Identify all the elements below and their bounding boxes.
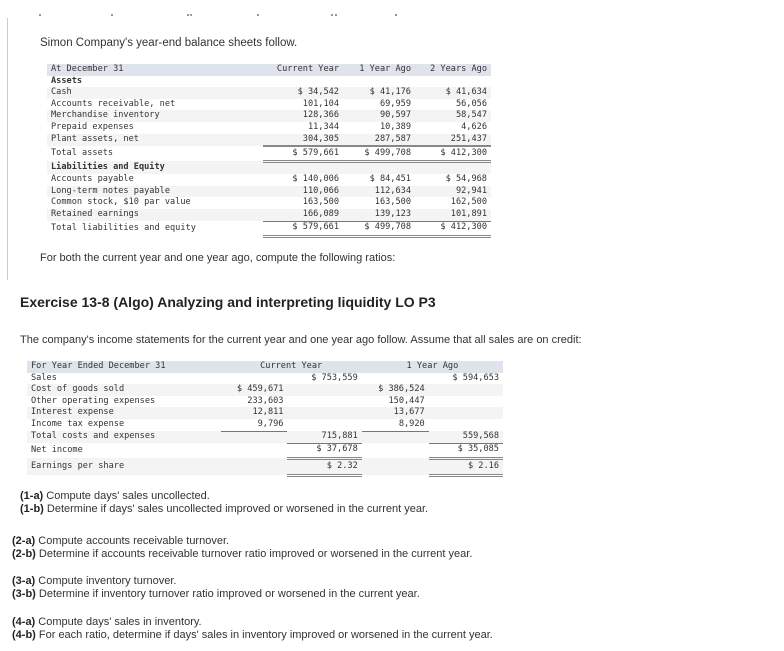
sales-row — [27, 373, 503, 385]
row-label: Long-term notes payable — [47, 186, 263, 198]
balance-sheet-intro: Simon Company's year-end balance sheets follow. — [40, 37, 298, 49]
table-row — [27, 407, 503, 419]
row-label: Net income — [31, 444, 83, 455]
eps-current: $ 2.32 — [287, 458, 361, 475]
cell-2-years-ago: 58,547 — [415, 110, 491, 122]
eps-1-year: $ 2.16 — [429, 458, 503, 475]
table-row — [27, 384, 503, 396]
cell-1-year-ago: $ 386,524 — [362, 384, 429, 396]
exercise-title: Exercise 13-8 (Algo) Analyzing and interpreting liquidity LO P3 — [20, 294, 436, 310]
question-tag: (3-b) — [12, 588, 36, 600]
question-2a — [12, 535, 229, 549]
question-text: Determine if days' sales uncollected improved or worsened in the current year. — [43, 503, 429, 515]
question-tag: (2-a) — [12, 535, 36, 547]
cell-1-year-ago: 139,123 — [343, 209, 415, 221]
cell-2-years-ago: 162,500 — [450, 197, 487, 208]
cell-current-year: 304,305 — [263, 134, 343, 147]
cell-1-year-ago: 10,389 — [379, 121, 411, 132]
net-income-row — [27, 443, 503, 458]
cell-current-year: 12,811 — [221, 407, 288, 419]
section-row — [47, 161, 491, 174]
table-row — [47, 87, 491, 99]
table-row — [47, 110, 491, 122]
cell-2-years-ago: 92,941 — [415, 186, 491, 198]
cell-2-years-ago: 56,056 — [455, 98, 487, 109]
total-assets-2-years: $ 412,300 — [415, 146, 491, 161]
cell-1-year-ago: 90,597 — [343, 110, 415, 122]
total-assets-label: Total assets — [51, 147, 114, 158]
question-3b — [12, 588, 420, 602]
table-row — [47, 122, 491, 134]
question-4a — [12, 616, 202, 630]
cell-current-year: 233,603 — [247, 395, 284, 406]
question-tag: (3-a) — [12, 575, 36, 587]
cell-current-year: $ 34,542 — [263, 87, 343, 99]
table-row — [47, 197, 491, 209]
total-costs-current: 715,881 — [287, 431, 361, 443]
table-row — [27, 396, 503, 408]
row-label: Accounts payable — [51, 174, 134, 185]
total-row — [47, 221, 491, 236]
row-label: Accounts receivable, net — [51, 98, 176, 109]
sales-1-year-ago: $ 594,653 — [452, 372, 499, 383]
row-label: Cost of goods sold — [27, 384, 221, 396]
header-current-year: Current Year — [263, 64, 343, 76]
row-label: Interest expense — [27, 407, 221, 419]
table-header-row — [27, 361, 503, 373]
question-tag: (2-b) — [12, 548, 36, 560]
question-1a — [20, 490, 210, 504]
cell-current-year: 11,344 — [307, 121, 339, 132]
cell-current-year: 128,366 — [263, 110, 343, 122]
cell-current-year: 163,500 — [302, 197, 339, 208]
cell-2-years-ago: $ 54,968 — [445, 174, 487, 185]
total-liab-current: $ 579,661 — [263, 221, 343, 236]
total-liabilities-label: Total liabilities and equity — [51, 222, 196, 233]
cell-current-year: $ 459,671 — [221, 384, 288, 396]
liabilities-heading: Liabilities and Equity — [47, 161, 263, 174]
cell-current-year: 9,796 — [221, 419, 288, 431]
cell-1-year-ago: 69,959 — [379, 98, 411, 109]
question-1b — [20, 503, 428, 517]
net-income-1-year: $ 35,085 — [429, 443, 503, 458]
table-row — [47, 134, 491, 147]
table-row — [47, 209, 491, 221]
ratios-prompt: For both the current year and one year ago, compute the following ratios: — [40, 252, 396, 264]
cell-1-year-ago: 150,447 — [388, 395, 425, 406]
clipped-text-remnant — [35, 14, 405, 20]
question-text: Compute days' sales in inventory. — [35, 616, 202, 628]
row-label: Merchandise inventory — [47, 110, 263, 122]
question-text: For each ratio, determine if days' sales in inventory improved or worsened in the current year. — [35, 629, 493, 641]
cell-2-years-ago: 4,626 — [461, 121, 487, 132]
question-text: Determine if accounts receivable turnover ratio improved or worsened in the current year. — [35, 548, 473, 560]
row-label: Retained earnings — [47, 209, 263, 221]
cell-1-year-ago: 112,634 — [343, 186, 415, 198]
table-row — [27, 419, 503, 431]
header-2-years-ago: 2 Years Ago — [415, 64, 491, 76]
total-assets-current: $ 579,661 — [263, 146, 343, 161]
total-row — [47, 146, 491, 161]
row-label: Earnings per share — [27, 458, 221, 475]
header-label: At December 31 — [47, 64, 263, 76]
total-row — [27, 431, 503, 443]
income-statement-table — [27, 361, 503, 477]
left-border-rule — [7, 18, 8, 280]
question-2b — [12, 548, 472, 562]
section-row — [47, 76, 491, 88]
question-tag: (1-a) — [20, 490, 44, 502]
row-label: Sales — [31, 372, 57, 383]
question-text: Compute accounts receivable turnover. — [35, 535, 230, 547]
cell-2-years-ago: $ 41,634 — [415, 87, 491, 99]
header-current-year: Current Year — [221, 361, 362, 373]
cell-2-years-ago: 251,437 — [415, 134, 491, 147]
row-label: Total costs and expenses — [27, 431, 221, 443]
cell-2-years-ago: 101,891 — [415, 209, 491, 221]
cell-1-year-ago: $ 84,451 — [369, 174, 411, 185]
question-tag: (4-b) — [12, 629, 36, 641]
row-label: Common stock, $10 par value — [51, 197, 191, 208]
row-label: Plant assets, net — [47, 134, 263, 147]
row-label: Income tax expense — [31, 419, 125, 430]
eps-row — [27, 458, 503, 475]
header-1-year-ago: 1 Year Ago — [343, 64, 415, 76]
cell-current-year: 101,104 — [302, 98, 339, 109]
header-label: For Year Ended December 31 — [27, 361, 221, 373]
question-text: Compute inventory turnover. — [35, 575, 177, 587]
assets-heading: Assets — [51, 75, 83, 86]
question-tag: (4-a) — [12, 616, 36, 628]
cell-current-year: $ 140,006 — [292, 174, 339, 185]
question-tag: (1-b) — [20, 503, 44, 515]
cell-1-year-ago: 163,500 — [374, 197, 411, 208]
total-liab-1-year: $ 499,708 — [343, 221, 415, 236]
total-liab-2-years: $ 412,300 — [415, 221, 491, 236]
net-income-current: $ 37,678 — [287, 443, 361, 458]
row-label: Prepaid expenses — [51, 121, 134, 132]
question-3a — [12, 575, 176, 589]
balance-sheet-table — [47, 64, 491, 238]
cell-1-year-ago: 13,677 — [362, 407, 429, 419]
row-label: Other operating expenses — [31, 395, 156, 406]
question-text: Compute days' sales uncollected. — [43, 490, 210, 502]
cell-1-year-ago: 8,920 — [362, 419, 429, 431]
cell-1-year-ago: 287,587 — [343, 134, 415, 147]
total-costs-1-year: 559,568 — [429, 431, 503, 443]
cell-current-year: 166,089 — [263, 209, 343, 221]
question-4b — [12, 629, 493, 643]
cell-current-year: 110,066 — [263, 186, 343, 198]
header-1-year-ago: 1 Year Ago — [362, 361, 503, 373]
row-label: Cash — [47, 87, 263, 99]
table-row — [47, 174, 491, 186]
table-row — [47, 186, 491, 198]
table-header-row — [47, 64, 491, 76]
table-row — [47, 99, 491, 111]
sales-current-year: $ 753,559 — [311, 372, 358, 383]
question-text: Determine if inventory turnover ratio improved or worsened in the current year. — [35, 588, 420, 600]
total-assets-1-year: $ 499,708 — [343, 146, 415, 161]
cell-1-year-ago: $ 41,176 — [343, 87, 415, 99]
income-statement-intro: The company's income statements for the current year and one year ago follow. Assume that all sales are on credit: — [20, 334, 582, 346]
